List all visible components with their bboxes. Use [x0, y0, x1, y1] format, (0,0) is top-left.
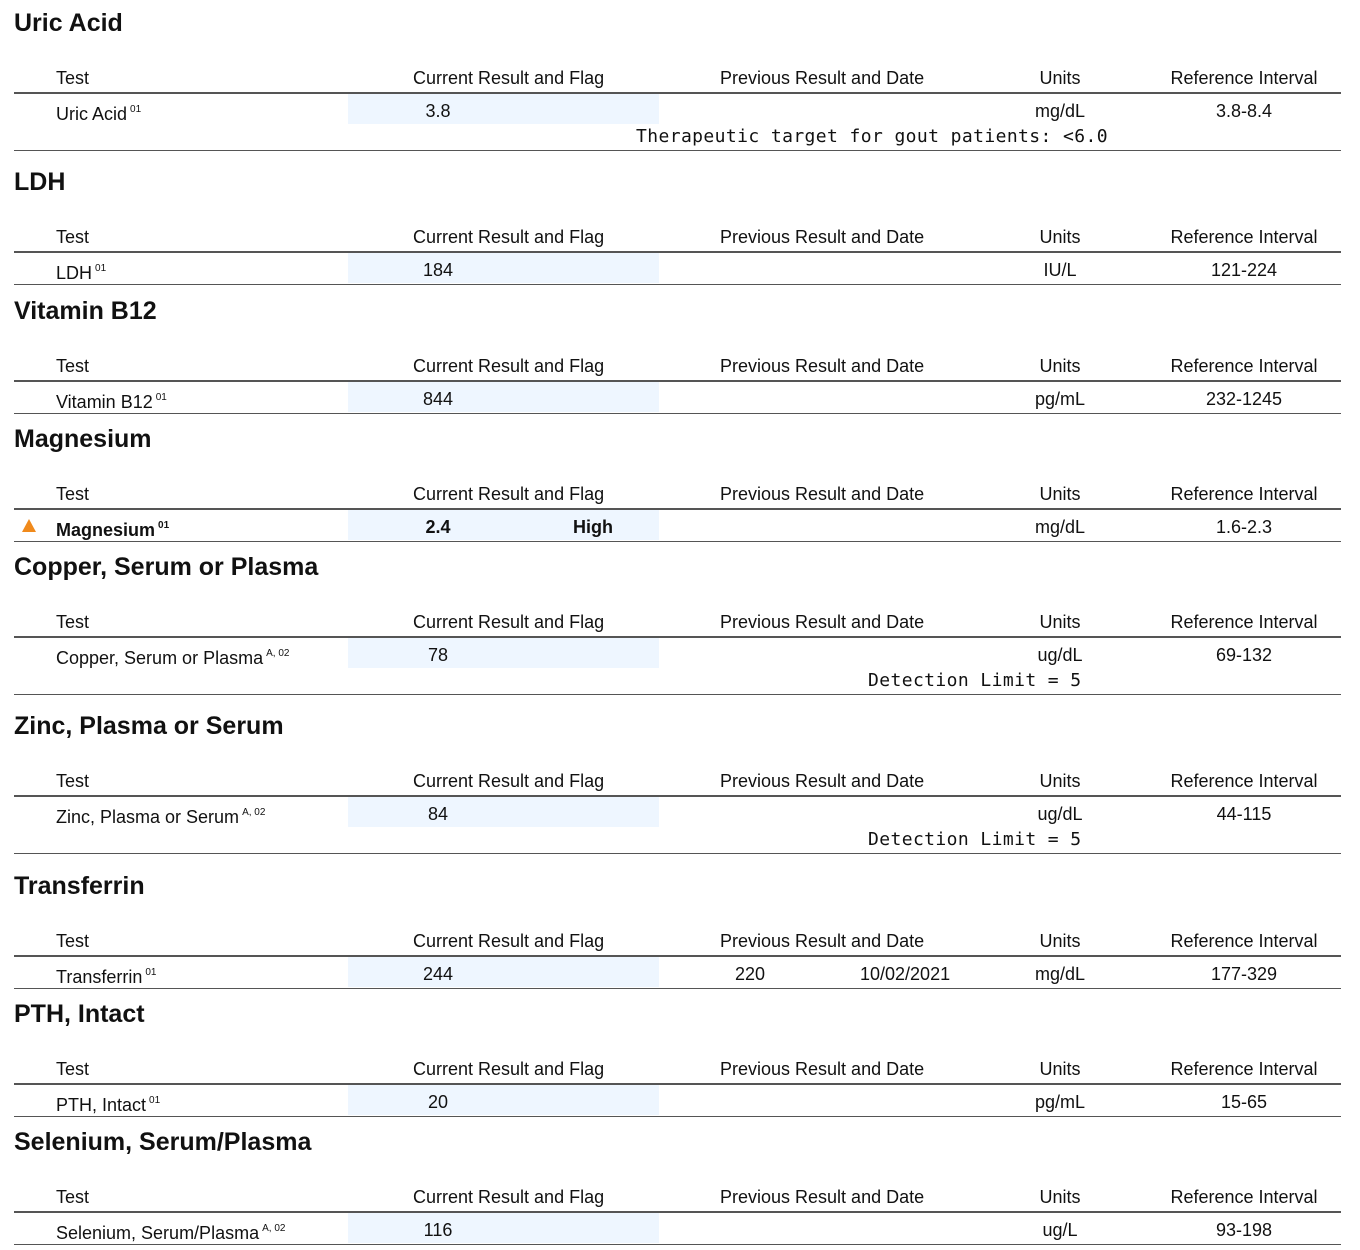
current-result-value: 844 [422, 389, 454, 409]
footnote-marker: 01 [130, 104, 142, 115]
column-header-row [14, 1045, 1341, 1085]
section-title: PTH, Intact [14, 1000, 145, 1028]
header-test: Test [56, 484, 90, 504]
test-name: Magnesium $^{01}$ [56, 520, 170, 540]
reference-interval: 177-329 [1210, 964, 1278, 984]
footnote-marker: 01 [158, 520, 170, 531]
row-divider [14, 150, 1341, 151]
current-result-highlight [348, 94, 659, 124]
header-test: Test [56, 612, 90, 632]
header-current-result: Current Result and Flag [413, 227, 605, 247]
row-divider [14, 413, 1341, 414]
header-current-result: Current Result and Flag [413, 1187, 605, 1207]
footnote-marker: A, 02 [262, 1223, 286, 1234]
header-test: Test [56, 356, 90, 376]
section-title: Magnesium [14, 425, 152, 453]
header-units: Units [1039, 771, 1081, 791]
header-current-result: Current Result and Flag [413, 356, 605, 376]
section-title: Zinc, Plasma or Serum [14, 712, 284, 740]
result-note: Therapeutic target for gout patients: <6.0 [636, 126, 1108, 147]
footnote-marker: 01 [145, 967, 157, 978]
header-reference-interval: Reference Interval [1170, 356, 1318, 376]
column-header-row [14, 213, 1341, 253]
reference-interval: 3.8-8.4 [1215, 101, 1273, 121]
result-row [14, 510, 1341, 540]
section-title: Selenium, Serum/Plasma [14, 1128, 312, 1156]
header-current-result: Current Result and Flag [413, 68, 605, 88]
header-units: Units [1039, 612, 1081, 632]
reference-interval: 121-224 [1210, 260, 1278, 280]
header-reference-interval: Reference Interval [1170, 771, 1318, 791]
previous-result-value: 220 [734, 964, 766, 984]
current-result-value: 184 [422, 260, 454, 280]
footnote-marker: A, 02 [266, 648, 290, 659]
result-row [14, 638, 1341, 693]
column-header-row [14, 54, 1341, 94]
result-row [14, 797, 1341, 852]
footnote-marker: 01 [149, 1095, 161, 1106]
current-result-highlight [348, 382, 659, 412]
column-header-row [14, 470, 1341, 510]
row-divider [14, 284, 1341, 285]
column-header-row [14, 757, 1341, 797]
row-divider [14, 541, 1341, 542]
section-title: Vitamin B12 [14, 297, 157, 325]
header-test: Test [56, 68, 90, 88]
test-name: PTH, Intact $^{01}$ [56, 1095, 161, 1115]
result-row [14, 1085, 1341, 1115]
header-reference-interval: Reference Interval [1170, 1187, 1318, 1207]
current-result-value: 78 [427, 645, 449, 665]
test-name: Vitamin B12 $^{01}$ [56, 392, 167, 412]
header-test: Test [56, 771, 90, 791]
header-previous-result: Previous Result and Date [720, 612, 925, 632]
row-divider [14, 988, 1341, 989]
reference-interval: 15-65 [1220, 1092, 1268, 1112]
header-reference-interval: Reference Interval [1170, 484, 1318, 504]
test-name: Zinc, Plasma or Serum $^{A, 02}$ [56, 807, 266, 827]
result-row [14, 382, 1341, 412]
current-result-highlight [348, 638, 659, 668]
test-name: Transferrin $^{01}$ [56, 967, 157, 987]
header-units: Units [1039, 1187, 1081, 1207]
reference-interval: 44-115 [1216, 804, 1272, 824]
test-name: Uric Acid $^{01}$ [56, 104, 142, 124]
footnote-marker: A, 02 [242, 807, 266, 818]
footnote-marker: 01 [155, 392, 167, 403]
header-test: Test [56, 1059, 90, 1079]
result-units: mg/dL [1034, 964, 1086, 984]
column-header-row [14, 342, 1341, 382]
column-header-row [14, 1173, 1341, 1213]
header-previous-result: Previous Result and Date [720, 1187, 925, 1207]
current-result-highlight [348, 253, 659, 283]
row-divider [14, 1116, 1341, 1117]
header-reference-interval: Reference Interval [1170, 612, 1318, 632]
header-previous-result: Previous Result and Date [720, 68, 925, 88]
section-title: LDH [14, 168, 66, 196]
header-current-result: Current Result and Flag [413, 484, 605, 504]
header-reference-interval: Reference Interval [1170, 68, 1318, 88]
current-result-value: 116 [423, 1220, 453, 1240]
header-reference-interval: Reference Interval [1170, 931, 1318, 951]
column-header-row [14, 598, 1341, 638]
header-previous-result: Previous Result and Date [720, 931, 925, 951]
header-units: Units [1039, 68, 1081, 88]
section-title: Transferrin [14, 872, 145, 900]
result-units: pg/mL [1034, 1092, 1086, 1112]
header-reference-interval: Reference Interval [1170, 1059, 1318, 1079]
current-result-highlight [348, 1085, 659, 1115]
current-result-value: 2.4 [425, 517, 451, 537]
header-current-result: Current Result and Flag [413, 612, 605, 632]
footnote-marker: 01 [95, 263, 107, 274]
header-units: Units [1039, 356, 1081, 376]
test-name: Copper, Serum or Plasma $^{A, 02}$ [56, 648, 290, 668]
reference-interval: 1.6-2.3 [1215, 517, 1273, 537]
header-previous-result: Previous Result and Date [720, 484, 925, 504]
reference-interval: 232-1245 [1205, 389, 1283, 409]
result-units: pg/mL [1034, 389, 1086, 409]
header-reference-interval: Reference Interval [1170, 227, 1318, 247]
result-units: ug/L [1042, 1220, 1078, 1240]
result-units: ug/dL [1037, 645, 1083, 665]
test-name: LDH $^{01}$ [56, 263, 107, 283]
current-result-value: 84 [427, 804, 449, 824]
header-test: Test [56, 931, 90, 951]
row-divider [14, 694, 1341, 695]
current-result-highlight [348, 797, 659, 827]
header-current-result: Current Result and Flag [413, 931, 605, 951]
header-previous-result: Previous Result and Date [720, 1059, 925, 1079]
result-note: Detection Limit = 5 [868, 829, 1082, 850]
header-test: Test [56, 227, 90, 247]
section-title: Copper, Serum or Plasma [14, 553, 319, 581]
result-row [14, 1213, 1341, 1243]
header-units: Units [1039, 931, 1081, 951]
result-units: mg/dL [1034, 101, 1086, 121]
reference-interval: 69-132 [1215, 645, 1273, 665]
header-units: Units [1039, 484, 1081, 504]
test-name: Selenium, Serum/Plasma $^{A, 02}$ [56, 1223, 286, 1243]
previous-result-date: 10/02/2021 [860, 964, 951, 984]
header-test: Test [56, 1187, 90, 1207]
current-result-value: 244 [422, 964, 454, 984]
header-previous-result: Previous Result and Date [720, 771, 925, 791]
current-result-value: 3.8 [425, 101, 451, 121]
reference-interval: 93-198 [1215, 1220, 1273, 1240]
header-units: Units [1039, 1059, 1081, 1079]
section-title: Uric Acid [14, 9, 123, 37]
column-header-row [14, 917, 1341, 957]
header-units: Units [1039, 227, 1081, 247]
current-result-highlight [348, 1213, 659, 1243]
result-units: mg/dL [1034, 517, 1086, 537]
result-flag: High [573, 517, 613, 537]
row-divider [14, 1244, 1341, 1245]
header-current-result: Current Result and Flag [413, 771, 605, 791]
header-current-result: Current Result and Flag [413, 1059, 605, 1079]
current-result-value: 20 [427, 1092, 449, 1112]
result-row [14, 253, 1341, 283]
result-units: IU/L [1043, 260, 1077, 280]
result-row [14, 957, 1341, 987]
result-note: Detection Limit = 5 [868, 670, 1082, 691]
result-units: ug/dL [1037, 804, 1083, 824]
header-previous-result: Previous Result and Date [720, 227, 925, 247]
row-divider [14, 853, 1341, 854]
header-previous-result: Previous Result and Date [720, 356, 925, 376]
current-result-highlight [348, 957, 659, 987]
result-row [14, 94, 1341, 149]
abnormal-flag-icon [22, 519, 36, 532]
